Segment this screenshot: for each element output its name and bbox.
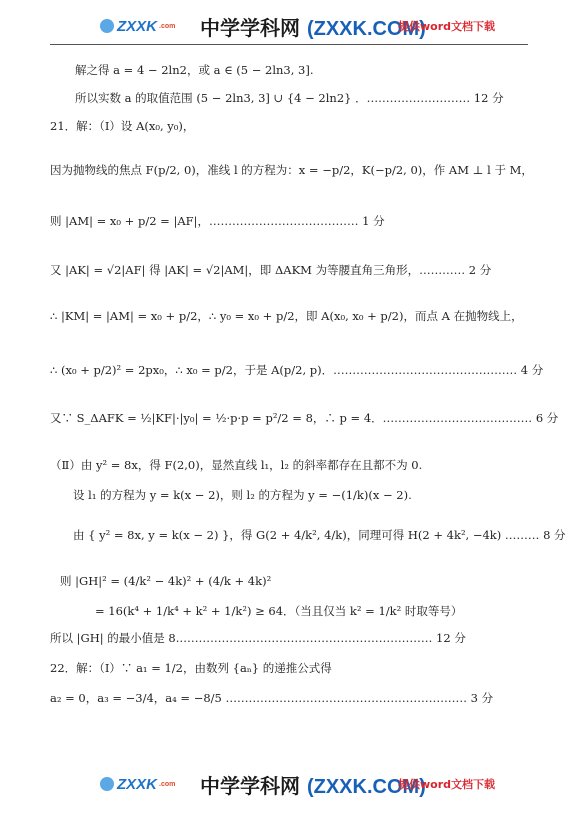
page-footer	[0, 764, 580, 804]
logo-text: ZXXK	[117, 17, 158, 35]
logo-small-text: .com	[159, 22, 176, 30]
site-domain: (ZXXK.COM)	[306, 17, 426, 40]
text-line: （Ⅱ）由 y² = 8x，得 F(2,0)，显然直线 l₁，l₂ 的斜率都存在且都不为 0.	[50, 458, 423, 472]
text-line: 所以实数 a 的取值范围 (5 − 2ln3, 3] ∪ {4 − 2ln2} ．……………………… 12 分	[75, 91, 504, 105]
logo-small-text: .com	[159, 780, 176, 788]
text-line: 所以 |GH| 的最小值是 8.………………………………………………………… 12 分	[50, 631, 466, 645]
text-line: 解之得 a = 4 − 2ln2，或 a ∈ (5 − 2ln3, 3].	[75, 63, 314, 77]
logo-text: ZXXK	[117, 775, 158, 793]
text-line: 又∵ S_ΔAFK = ½|KF|·|y₀| = ½·p·p = p²/2 = 8，∴ p = 4．………………………………… 6 分	[50, 411, 559, 425]
header-divider	[50, 44, 528, 45]
text-line: a₂ = 0，a₃ = −3/4，a₄ = −8/5 ……………………………………………………… 3 分	[50, 691, 494, 705]
text-line: 22．解：（Ⅰ）∵ a₁ = 1/2，由数列 {aₙ} 的递推公式得	[50, 661, 332, 675]
site-logo	[100, 18, 175, 35]
page-header	[0, 6, 580, 46]
text-line: 由 { y² = 8x, y = k(x − 2) }，得 G(2 + 4/k², 4/k)，同理可得 H(2 + 4k², −4k) ……… 8 分	[73, 528, 566, 542]
globe-icon	[100, 777, 114, 791]
text-line: 则 |AM| = x₀ + p/2 = |AF|，………………………………… 1 分	[50, 214, 385, 228]
site-logo	[100, 776, 175, 793]
download-link[interactable]: 提供word文档下载	[398, 20, 496, 33]
site-title	[200, 12, 426, 41]
site-name: 中学学科网	[200, 773, 300, 798]
site-domain: (ZXXK.COM)	[306, 775, 426, 798]
download-link[interactable]: 提供word文档下载	[398, 778, 496, 791]
text-line: ∴ |KM| = |AM| = x₀ + p/2，∴ y₀ = x₀ + p/2，即 A(x₀, x₀ + p/2)，而点 A 在抛物线上，	[50, 309, 523, 323]
text-line: 又 |AK| = √2|AF| 得 |AK| = √2|AM|，即 ΔAKM 为等腰直角三角形，………… 2 分	[50, 263, 492, 277]
text-line: 设 l₁ 的方程为 y = k(x − 2)，则 l₂ 的方程为 y = −(1/k)(x − 2).	[73, 488, 412, 502]
site-title	[200, 770, 426, 799]
text-line: = 16(k⁴ + 1/k⁴ + k² + 1/k²) ≥ 64．（当且仅当 k² = 1/k² 时取等号）	[95, 604, 463, 618]
globe-icon	[100, 19, 114, 33]
site-name: 中学学科网	[200, 15, 300, 40]
text-line: 因为抛物线的焦点 F(p/2, 0)，准线 l 的方程为：x = −p/2，K(−p/2, 0)，作 AM ⊥ l 于 M，	[50, 163, 533, 177]
text-line: ∴ (x₀ + p/2)² = 2px₀，∴ x₀ = p/2，于是 A(p/2, p)．………………………………………… 4 分	[50, 363, 544, 377]
text-line: 21．解：（Ⅰ）设 A(x₀, y₀)，	[50, 119, 195, 133]
text-line: 则 |GH|² = (4/k² − 4k)² + (4/k + 4k)²	[60, 574, 272, 588]
